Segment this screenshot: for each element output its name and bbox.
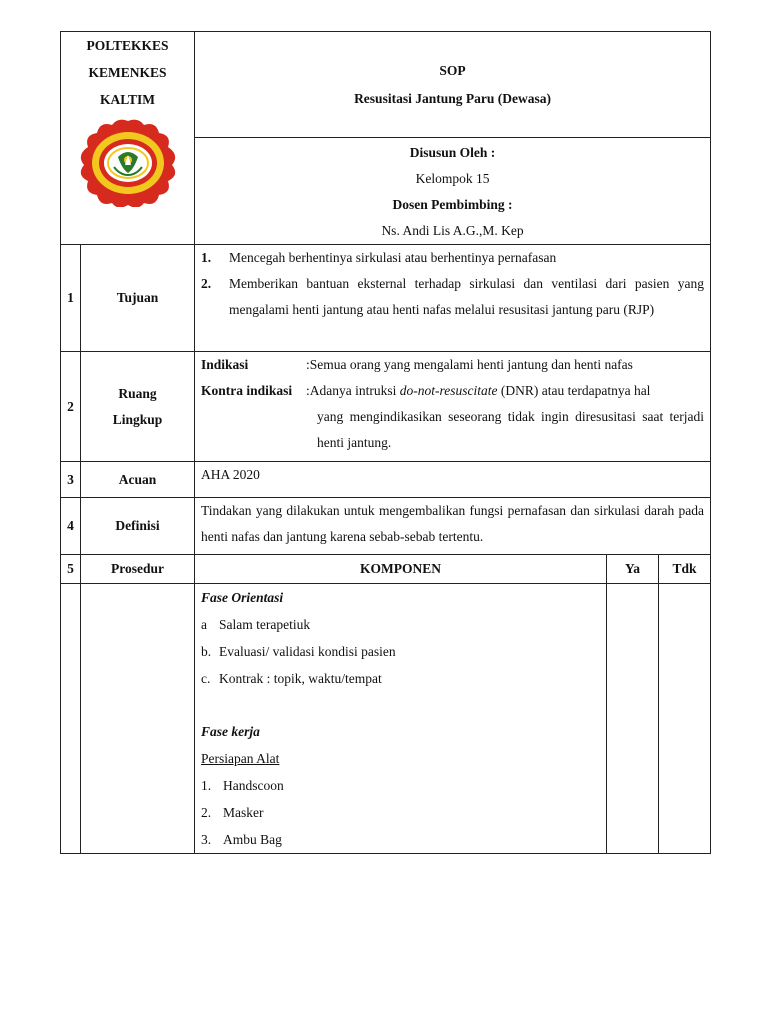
column-header-component: KOMPONEN [195, 555, 607, 584]
institution-cell [61, 32, 195, 245]
row-number: 3 [61, 462, 81, 498]
work-heading: Fase kerja [201, 724, 260, 739]
institution-line-2: KEMENKES [88, 65, 167, 80]
table-row [61, 352, 711, 462]
compiled-by-label: Disusun Oleh : [409, 145, 496, 160]
contra-label: Kontra indikasi [201, 383, 293, 398]
table-row [61, 498, 711, 555]
poltekkes-emblem-icon [69, 119, 187, 207]
procedure-cell [195, 584, 607, 854]
institution-line-3: KALTIM [99, 92, 155, 107]
row-number: 1 [61, 245, 81, 352]
contra-text: Adanya intruksi do-not-resuscitate (DNR) atau terdapatnya hal [309, 383, 651, 398]
scope-cell [195, 352, 711, 462]
institution-logo [61, 119, 194, 207]
column-header-no: Tdk [659, 555, 711, 584]
list-item: b. Evaluasi/ validasi kondisi pasien [201, 644, 396, 659]
advisor-label: Dosen Pembimbing : [392, 197, 513, 212]
indication-label: Indikasi [201, 357, 249, 372]
title-cell [195, 32, 711, 138]
table-row [61, 555, 711, 584]
contra-continuation: yang mengindikasikan seseorang tidak ingin diresusitasi saat terjadi henti jantung. [317, 409, 705, 450]
row-number: 2 [61, 352, 81, 462]
doc-title: Resusitasi Jantung Paru (Dewasa) [354, 90, 551, 106]
compiled-by: Kelompok 15 [415, 171, 490, 186]
row-number: 5 [61, 555, 81, 584]
list-item: 3. Ambu Bag [201, 832, 282, 847]
check-yes-cell [607, 584, 659, 854]
prep-heading: Persiapan Alat [201, 751, 280, 766]
indication-line: Indikasi : Semua orang yang mengalami henti jantung dan henti nafas [195, 352, 710, 378]
check-no-cell [659, 584, 711, 854]
indication-text: Semua orang yang mengalami henti jantung dan henti nafas [309, 357, 633, 372]
row-label: Prosedur [81, 555, 195, 584]
column-header-yes: Ya [607, 555, 659, 584]
list-item: a Salam terapetiuk [201, 617, 311, 632]
institution-line-1: POLTEKKES [86, 38, 169, 53]
author-cell [195, 138, 711, 245]
row-label: Ruang Lingkup [81, 352, 195, 462]
institution-name [61, 32, 194, 113]
reference-text: AHA 2020 [195, 462, 711, 498]
objectives-list [195, 245, 710, 323]
list-item: 1. Mencegah berhentinya sirkulasi atau berhentinya pernafasan [201, 250, 557, 265]
advisor-name: Ns. Andi Lis A.G.,M. Kep [381, 223, 524, 238]
row-label: Tujuan [81, 245, 195, 352]
doc-type: SOP [439, 62, 466, 78]
table-row [61, 245, 711, 352]
row-number: 4 [61, 498, 81, 555]
objectives-cell [195, 245, 711, 352]
row-label: Definisi [81, 498, 195, 555]
list-item: c. Kontrak : topik, waktu/tempat [201, 671, 382, 686]
contra-line: Kontra indikasi : Adanya intruksi do-not-resuscitate (DNR) atau terdapatnya hal [195, 378, 710, 404]
row-label: Acuan [81, 462, 195, 498]
table-row [61, 462, 711, 498]
definition-text: Tindakan yang dilakukan untuk mengembalikan fungsi pernafasan dan sirkulasi darah pada henti nafas dan jantung karena sebab-sebab tertentu. [195, 498, 711, 555]
list-item: 1. Handscoon [201, 778, 284, 793]
sop-document [60, 31, 710, 854]
table-row [61, 584, 711, 854]
list-item: 2. Masker [201, 805, 264, 820]
sop-table [60, 31, 711, 854]
orientation-heading: Fase Orientasi [201, 590, 284, 605]
list-item: 2. Memberikan bantuan eksternal terhadap sirkulasi dan ventilasi dari pasien yang mengalami henti jantung atau henti nafas melalui resusitasi jantung paru (RJP) [201, 276, 705, 317]
